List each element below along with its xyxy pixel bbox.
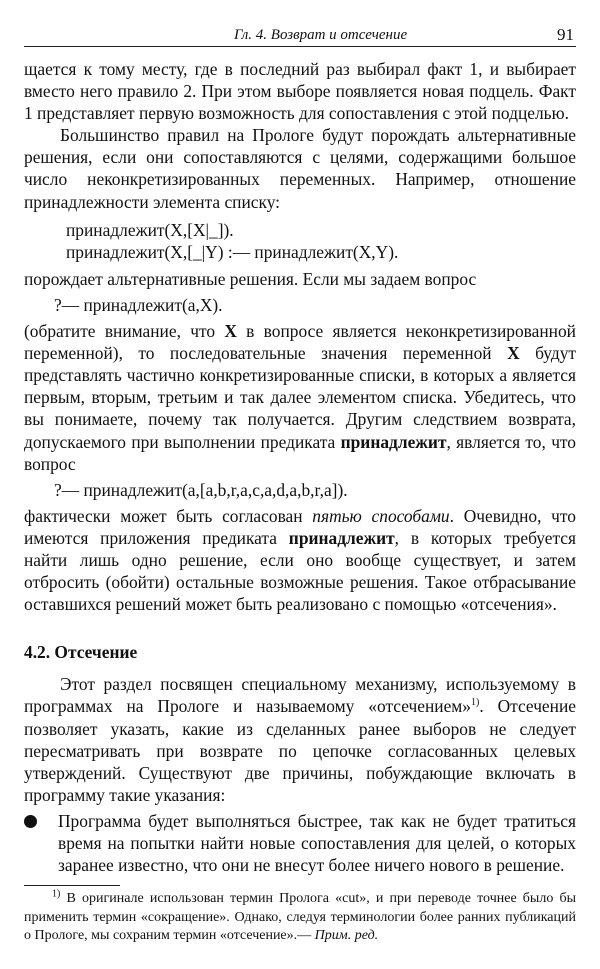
footnote-text (24, 890, 576, 946)
footnote-ref: 1) (470, 697, 480, 709)
paragraph-4 (24, 320, 576, 475)
query-2: ?— принадлежит(a,[a,b,r,a,c,a,d,a,b,r,a]). (54, 479, 348, 500)
paragraph-3: порождает альтернативные решения. Если мы задаем вопрос (24, 268, 477, 289)
footnote-divider (24, 885, 120, 886)
code-line-2: принадлежит(X,[_|Y) :— принадлежит(X,Y). (66, 241, 399, 262)
bullet-item-1-text: Программа будет выполняться быстрее, так как не будет тратиться время на попытки найти новые сопоставления для целей, о которых заранее известно, что они не внесут более ничего нового в решение. (58, 810, 576, 876)
variable-x-1: X (224, 321, 237, 342)
page-body (24, 58, 576, 876)
paragraph-4-text-3: будут представлять частично конкретизированные списки, в которых a является первым, вторым, третьим и так далее элементом списка. Убедитесь, что вы понимаете, почему так получается. Другим следствием возврата, допускаемого при выполнении предиката (24, 343, 577, 452)
paragraph-2: Большинство правил на Прологе будут порождать альтернативные решения, если они сопоставляются с целями, содержащими большое число неконкретизированных переменных. Например, отношение принадлежности элемента списку: (24, 125, 576, 212)
footnote (24, 890, 576, 946)
paragraph-6-text-2: . Отсечение позволяет указать, какие из сделанных ранее выборов не следует пересматривать при возврате по цепочке согласованных целевых утверждений. Существуют две причины, побуждающие включать в программу такие указания: (24, 696, 576, 805)
predicate-name-2: принадлежит (288, 527, 395, 548)
page-header (24, 24, 576, 47)
paragraph-4-text-4: , является то, что вопрос (24, 431, 577, 474)
page-number: 91 (557, 25, 574, 44)
footnote-marker: 1) (52, 888, 61, 900)
paragraph-1: щается к тому месту, где в последний раз выбирал факт 1, и выбирает вместо него правило 2. При этом выборе появляется новая подцель. Факт 1 представляет первую возможность для сопоставления с этой подцелью. (24, 59, 576, 124)
code-line-1: принадлежит(X,[X|_]). (66, 219, 234, 240)
editor-note: Прим. ред. (314, 928, 379, 943)
paragraph-4-text-1: (обратите внимание, что (24, 321, 225, 342)
paragraph-5 (24, 505, 576, 615)
paragraph-5-text-1: фактически может быть согласован (24, 505, 313, 526)
paragraph-6 (24, 673, 576, 806)
code-block (66, 219, 576, 263)
footnote-text-1: В оригинале использован термин Пролога «cut», и при переводе точнее было бы применить термин «сокращение». Однако, следуя терминологии более ранних публикаций о Прологе, мы сохраним термин «отсечение».— (24, 891, 576, 943)
paragraph-6-text-1: Этот раздел посвящен специальному механизму, используемому в программах на Прологе и называемому «отсечением» (24, 674, 576, 717)
variable-x-2: X (507, 343, 520, 364)
running-head: Гл. 4. Возврат и отсечение (234, 27, 408, 43)
paragraph-4-text-2: в вопросе является неконкретизированной переменной), то последовательные значения переменной (24, 321, 576, 364)
bullet-item-1 (24, 810, 576, 876)
query-1: ?— принадлежит(a,X). (54, 294, 223, 315)
section-heading: 4.2. Отсечение (24, 642, 138, 663)
paragraph-5-text-3: , в которых требуется найти лишь одно решение, если оно вообще существует, и затем отбросить (обойти) остальные возможные решения. Такое отбрасывание оставшихся решений может быть реализовано с помощью «отсечения». (24, 527, 576, 615)
paragraph-5-text-2: . Очевидно, что имеются приложения предиката (24, 505, 576, 548)
bullet-icon (24, 815, 37, 828)
predicate-name-1: принадлежит (340, 431, 447, 452)
emphasis-five-ways: пятью способами (312, 505, 450, 526)
